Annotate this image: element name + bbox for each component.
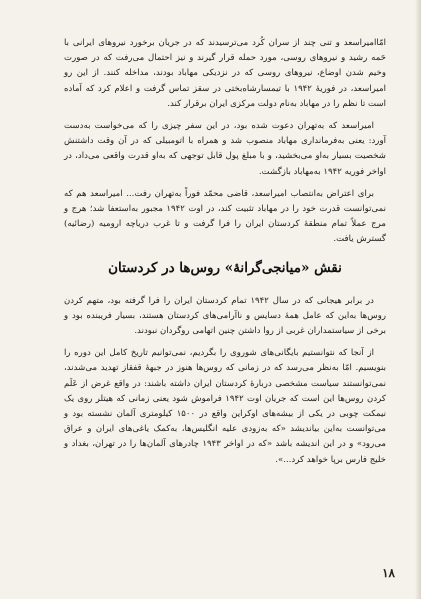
paragraph-soviet-archives: از آنجا که نتوانستیم بایگانی‌های شوروی را بگردیم، نمی‌توانیم تاریخ کامل این دوره را بنویسیم. امّا به‌نظر می‌رسد که در زمانی که روس‌ها هنوز در جبههٔ قفقاز تهدید می‌شدند، نمی‌توانستند سیاست مشخصی دربارهٔ کردستان ایران داشته باشند: در واقع غرض از عَلَم کردن روس‌ها این است که جریان اوت ۱۹۴۲ فراموش شود یعنی زمانی که هیتلر روی یک نیمکت چوبی در یکی از بیشه‌های اوکراین واقع در ۱۵۰۰ کیلومتری آلمان نشسته بود و می‌توانست به‌این بیاندیشد «که به‌زودی علیه انگلیس‌ها، به‌کمک یاغی‌های ایران و عراق می‌رود» و در این اندیشه باشد «که در اواخر ۱۹۴۳ چادرهای آلمان‌ها را در تهران، بغداد و خلیج فارس برپا خواهد کرد...». <box>64 348 386 465</box>
page-number: ۱۸ <box>382 566 395 580</box>
page-content <box>64 36 386 475</box>
paragraph-qazi-mohammad-protest: برای اعتراض به‌انتصاب امیراسعد، قاضی محمّد فوراً به‌تهران رفت... امیراسعد هم که نمی‌توانست قدرت خود را در مهاباد تثبیت کند، در اوت ۱۹۴۲ مجبور به‌استعفا شد؛ هرج و مرج عملاً تمام منطقهٔ کردستان ایران را فرا گرفت و تا غرب دریاچه ارومیه (رضائیه) گسترش یافت. <box>64 188 386 245</box>
paragraph-soviet-accusation: در برابر هیجانی که در سال ۱۹۴۲ تمام کردستان ایران را فرا گرفته بود، متهم کردن روس‌ها به‌این که عامل همهٔ دسایس و ناآرامی‌های کردستان هستند، بسیار فریبنده بود و برخی از سیاستمداران غربی از روا داشتن چنین اتهامی روگردان نبودند. <box>64 295 386 337</box>
paragraph-amir-asad-fears: امّاامیراسعد و تنی چند از سران کُرد می‌ترسیدند که در جریان برخورد نیروهای ایرانی با حَمه رشید و نیروهای روسی، مورد حمله قرار گیرند و نیز احتمال می‌رفت که در صورت وخیم شدن اوضاع، نیروهای روسی که در نزدیکی مهاباد بودند، مداخله کنند. از این رو امیراسعد، در فوریهٔ ۱۹۴۲ با تیمسارشاه‌بختی در سقز تماس گرفت و اعلام کرد که آماده است تا نظم را در مهاباد به‌نام دولت مرکزی ایران برقرار کند. <box>64 38 386 109</box>
section-body <box>64 294 386 468</box>
section-heading: نقش «میانجی‌گرانهٔ» روس‌ها در کردستان <box>108 259 342 276</box>
paragraph-amir-asad-tehran: امیراسعد که به‌تهران دعوت شده بود، در این سفر چیزی را که می‌خواست به‌دست آورد: یعنی به‌فرمانداری مهاباد منصوب شد و همراه با اتومبیلی که در آن وقت داشتنش شخصیت بسیار به‌او می‌بخشید، و با مبلغ پول قابل توجهی که به‌او قدرت واقعی می‌داد، در اواخر فوریه ۱۹۴۲ به‌مهاباد بازگشت. <box>64 121 386 177</box>
page-edge-shadow <box>415 0 421 599</box>
